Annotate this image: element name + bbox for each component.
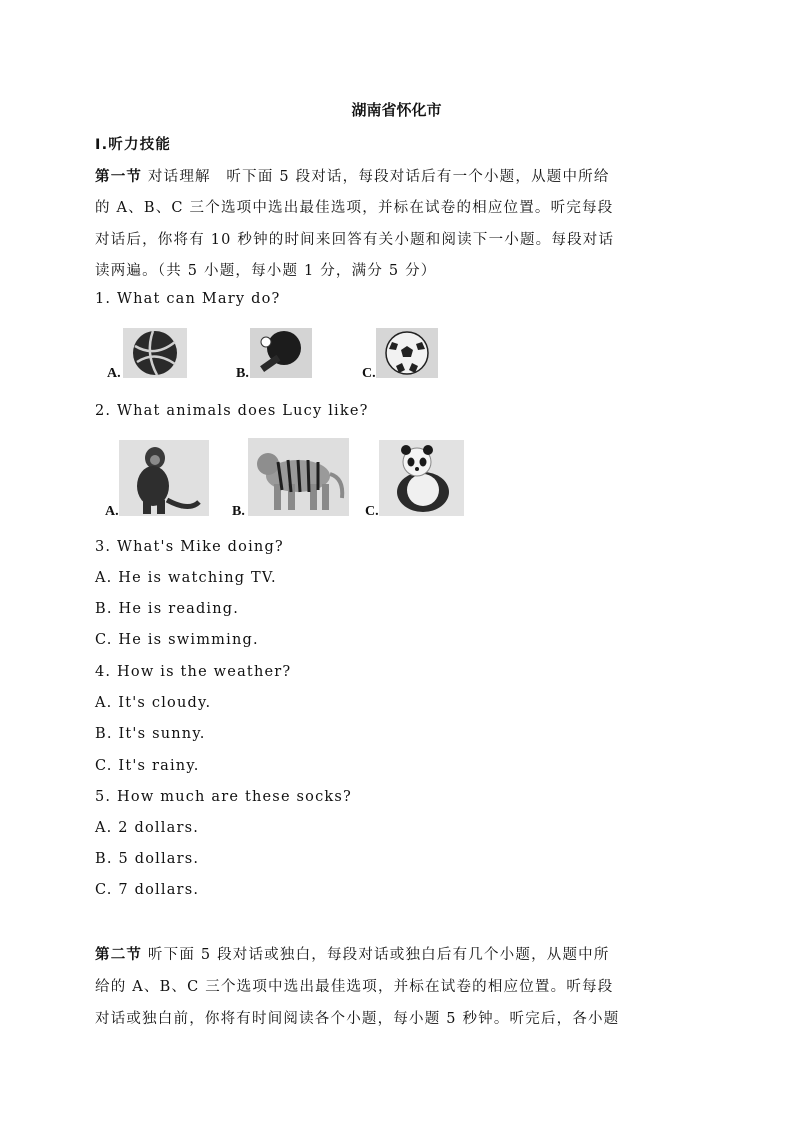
q4-option-b: B. It's sunny. [95, 726, 206, 742]
page-title: 湖南省怀化市 [351, 101, 442, 119]
q5-option-c: C. 7 dollars. [95, 882, 200, 898]
part1-line-4: 读两遍。（共 5 小题，每小题 1 分，满分 5 分） [95, 263, 437, 279]
q3-option-a: A. He is watching TV. [95, 570, 277, 586]
q2-option-a-label: A. [105, 504, 119, 519]
basketball-icon [123, 328, 187, 378]
q4-option-c: C. It's rainy. [95, 758, 200, 774]
q5-text: 5. How much are these socks? [95, 789, 353, 805]
part1-line-1 [95, 165, 610, 186]
q4-text: 4. How is the weather? [95, 664, 292, 680]
part1-line-3: 对话后，你将有 10 秒钟的时间来回答有关小题和阅读下一小题。每段对话 [95, 232, 615, 248]
q3-option-c: C. He is swimming. [95, 632, 259, 648]
tiger-icon [248, 438, 349, 516]
q5-option-b: B. 5 dollars. [95, 851, 200, 867]
soccer-ball-icon [376, 328, 438, 378]
q3-text: 3. What's Mike doing? [95, 539, 284, 555]
q4-option-a: A. It's cloudy. [95, 695, 212, 711]
monkey-icon [119, 440, 209, 516]
part2-label: 第二节 [95, 947, 143, 963]
q2-option-b-label: B. [232, 504, 245, 519]
q5-option-a: A. 2 dollars. [95, 820, 200, 836]
part2-line-2: 给的 A、B、C 三个选项中选出最佳选项，并标在试卷的相应位置。听每段 [95, 979, 614, 995]
q1-text: 1. What can Mary do? [95, 291, 281, 307]
part2-text-1: 听下面 5 段对话或独白，每段对话或独白后有几个小题，从题中所 [147, 947, 610, 963]
q1-option-b-label: B. [236, 366, 249, 381]
part1-label: 第一节 [95, 169, 143, 185]
part1-line-2: 的 A、B、C 三个选项中选出最佳选项，并标在试卷的相应位置。听完每段 [95, 200, 614, 216]
part2-line-1 [95, 943, 610, 964]
ping-pong-paddle-icon [250, 328, 312, 378]
part1-text-1: 对话理解 听下面 5 段对话，每段对话后有一个小题，从题中所给 [147, 169, 610, 185]
q2-text: 2. What animals does Lucy like? [95, 403, 369, 419]
q1-option-c-label: C. [362, 366, 376, 381]
q3-option-b: B. He is reading. [95, 601, 240, 617]
q1-option-a-label: A. [107, 366, 121, 381]
panda-icon [379, 440, 464, 516]
part2-line-3: 对话或独白前，你将有时间阅读各个小题，每小题 5 秒钟。听完后，各小题 [95, 1011, 620, 1027]
section-heading: I.听力技能 [95, 137, 172, 153]
q2-option-c-label: C. [365, 504, 379, 519]
